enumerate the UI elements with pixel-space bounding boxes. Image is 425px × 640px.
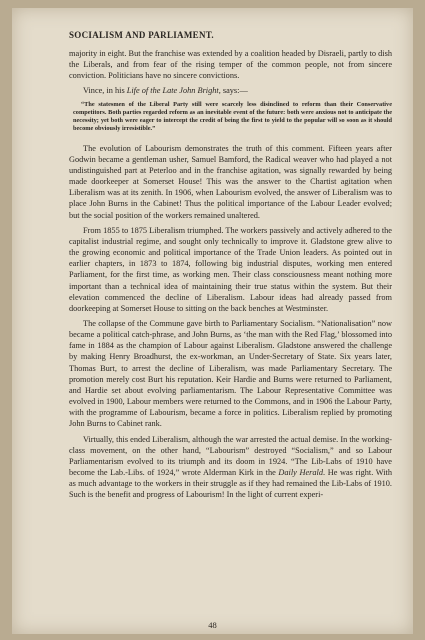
paragraph-6-end: . He was right. With as much advantage to the workers in their struggle as if they had remained the Lib-Labs of 1910. Such is the benefit and progress of Labourism! In the light of current experi- <box>69 468 393 500</box>
book-title: Life of the Late John Bright <box>126 86 219 96</box>
block-quote: “The statesmen of the Liberal Party still were scarcely less disinclined to reform than their Conservative competitors. Both parties regarded reform as an inevitable event of the future: both were anxious not to anticipate the necessity; yet both were eager to intercept the credit of being the first to yield to the popular will so soon as it should become obviously irresistible.” <box>73 100 392 132</box>
vince-says: , says:— <box>218 86 248 96</box>
newspaper-title: Daily Herald <box>278 468 323 477</box>
paragraph-1: majority in eight. But the franchise was extended by a coalition headed by Disraeli, partly to dish the Liberals, and from fear of the rising temper of the common people, not from sincere conviction. Politicians have no sincere convictions. <box>69 49 392 81</box>
book-page <box>12 8 413 634</box>
page-number: 48 <box>208 620 217 630</box>
body-text <box>69 48 392 504</box>
running-header: SOCIALISM AND PARLIAMENT. <box>69 30 214 40</box>
paragraph-4: From 1855 to 1875 Liberalism triumphed. The workers passively and actively adhered to the capitalist industrial regime, and sought only technically to improve it. Gladstone grew alive to the growing economic and political importance of the Trade Union leaders. As pointed out in earlier chapters, in 1873 to 1874, following big industrial disputes, working men entered Parliament, for the first time, as working men. Their class consciousness meant nothing more important than a technical idea of maintaining their true status within the system. But their elevation commenced the decline of Liberalism. Labour ideas had already passed from doorkeeping at Somerset House to sitting on the back benches at Westminster. <box>69 225 392 313</box>
paragraph-5: The collapse of the Commune gave birth to Parliamentary Socialism. “Nationalisation” now became a political catch-phrase, and John Burns, as ‘the man with the Red Flag,’ blossomed into fame in 1884 as the champion of Labour against Liberalism. Gladstone answered the challenge by making Henry Broadhurst, the ex-workman, an Under-Secretary of State. Six years later, Thomas Burt, to arrest the decline of Liberalism, was made Parliamentary Secretary. The promotion merely cost Burt his reputation. Keir Hardie and Burns were returned to Parliament, and Hardie set about evolving parliamentarism. The Labour Representative Committee was evolved in 1900, Labour members were returned to the Commons, and in 1906 the Labour Party, with the programme of Labourism, became a force in politics. Liberalism replied by promoting John Burns to Cabinet rank. <box>69 318 392 429</box>
paragraph-6-start: Virtually, this ended Liberalism, although the war arrested the actual demise. In the working-class movement, on the other hand, “Labourism” destroyed “Socialism,” and so Labour Parliamentarism evolved to its triumph and its doom in 1924. “The Lib-Labs of 1910 have become the Lab.-Libs. of 1924,” wrote Alderman Kirk in the <box>69 434 392 477</box>
paragraph-2 <box>69 85 392 96</box>
paragraph-3: The evolution of Labourism demonstrates the truth of this comment. Fifteen years after Godwin became a gentleman usher, Samuel Bamford, the Radical weaver who had played a not undistinguished part at Peterloo and in the franchise agitation, was signally rewarded by being made doorkeeper at Somerset House! This was the answer to the Chartist agitation when Liberalism was at its zenith. In 1906, when Labourism evolved, the answer of Liberalism was to place John Burns in the Cabinet! Thus the political importance of the Labour Leader evolved; but the social position of the workers remained unaltered. <box>69 143 392 220</box>
paragraph-6 <box>69 434 392 501</box>
vince-intro: Vince, in his <box>83 86 127 96</box>
